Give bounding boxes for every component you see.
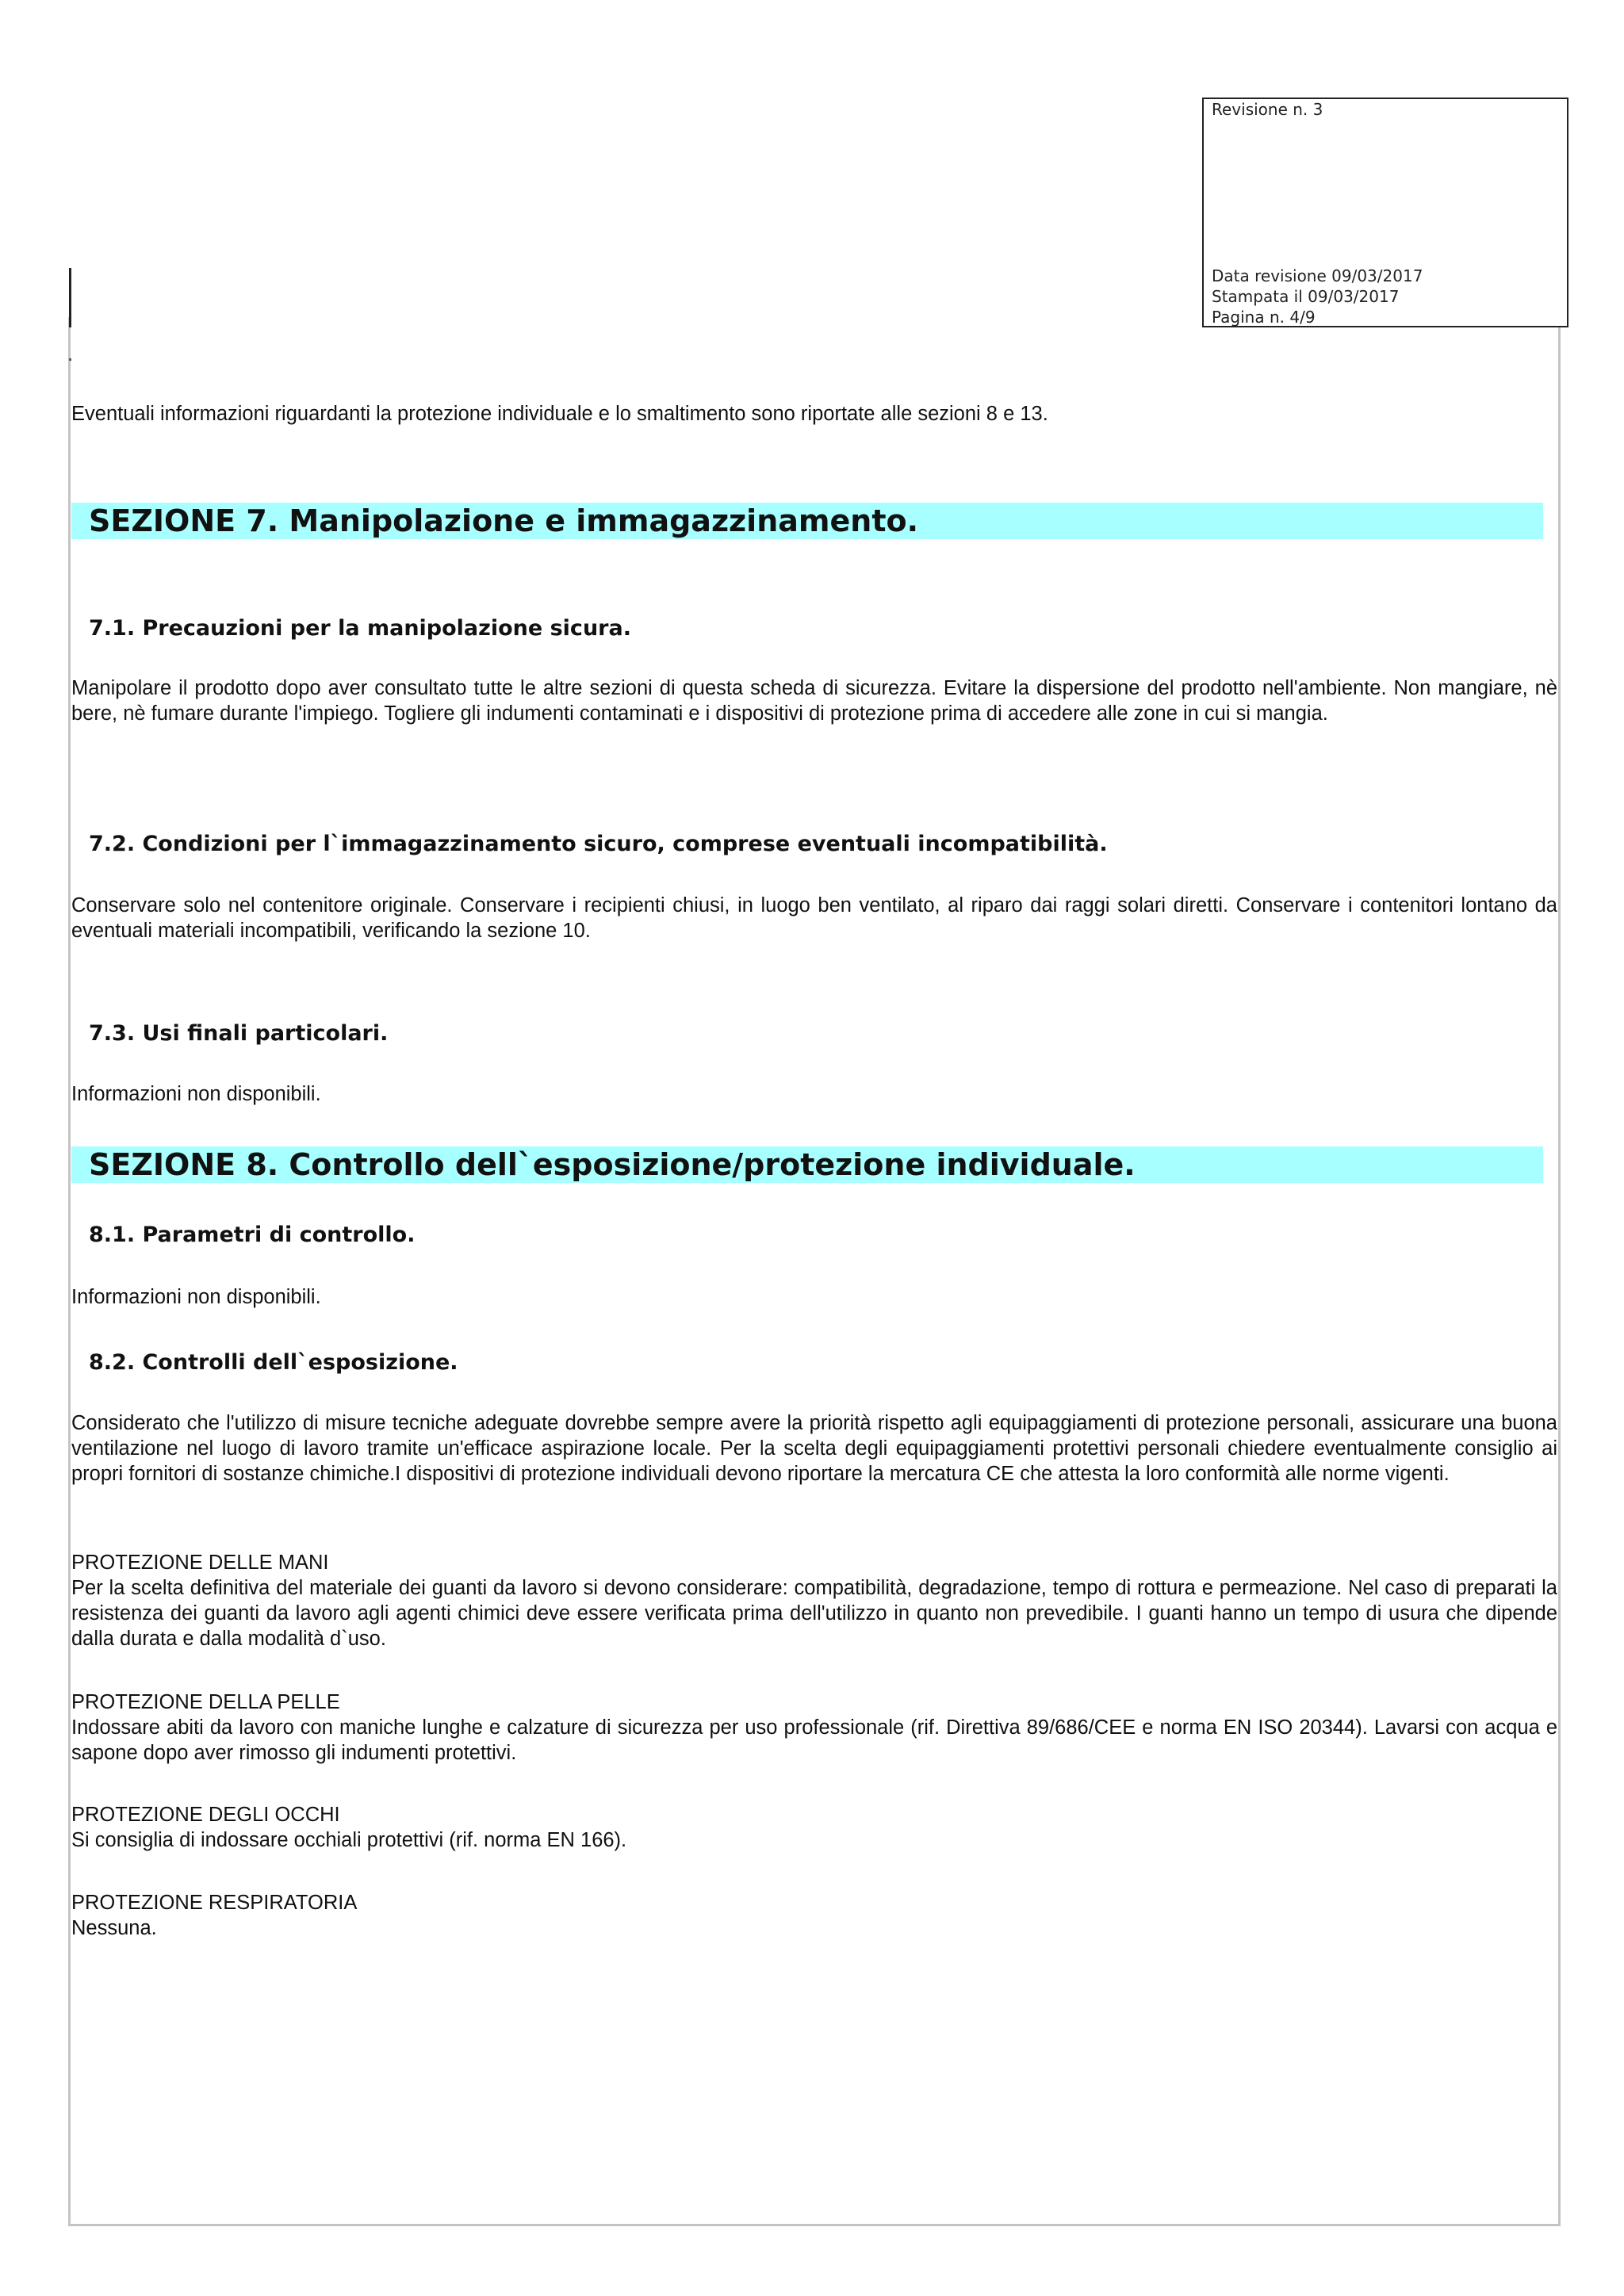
printed-date: Stampata il 09/03/2017 <box>1212 287 1400 306</box>
subsection-8-1-text: Informazioni non disponibili. <box>71 1286 321 1308</box>
intro-text: Eventuali informazioni riguardanti la protezione individuale e lo smaltimento sono riportate alle sezioni 8 e 13. <box>71 403 1048 425</box>
skin-protection-text: Indossare abiti da lavoro con maniche lunghe e calzature di sicurezza per uso professionale (rif. Direttiva 89/686/CEE e norma EN ISO 20344). Lavarsi con acqua e sapone dopo aver rimosso gli indumenti protettivi. <box>71 1716 1557 1764</box>
subsection-7-3-text: Informazioni non disponibili. <box>71 1083 321 1105</box>
eye-protection-title: PROTEZIONE DEGLI OCCHI <box>71 1804 340 1826</box>
subsection-8-2-title: 8.2. Controlli dell`esposizione. <box>89 1350 458 1375</box>
section-7-band <box>71 503 1543 539</box>
section-8-title: SEZIONE 8. Controllo dell`esposizione/protezione individuale. <box>89 1147 1136 1182</box>
respiratory-protection-title: PROTEZIONE RESPIRATORIA <box>71 1892 358 1914</box>
revision-number: Revisione n. 3 <box>1212 100 1323 119</box>
subsection-8-2-text: Considerato che l'utilizzo di misure tecniche adeguate dovrebbe sempre avere la priorità rispetto agli equipaggiamenti di protezione personali, assicurare una buona ventilazione nel luogo di lavoro tramite un'efficace aspirazione locale. Per la scelta degli equipaggiamenti protettivi personali chiedere eventualmente consiglio ai propri fornitori di sostanze chimiche.I dispositivi di protezione individuali devono riportare la mercatura CE che attesta la loro conformità alle norme vigenti. <box>71 1412 1557 1485</box>
subsection-7-2-title: 7.2. Condizioni per l`immagazzinamento sicuro, comprese eventuali incompatibilità. <box>89 832 1108 856</box>
hands-protection-title: PROTEZIONE DELLE MANI <box>71 1552 329 1574</box>
subsection-7-2-text: Conservare solo nel contenitore originale. Conservare i recipienti chiusi, in luogo ben ventilato, al riparo dai raggi solari diretti. Conservare i contenitori lontano da eventuali materiali incompatibili, verificando la sezione 10. <box>71 894 1557 942</box>
section-7-title: SEZIONE 7. Manipolazione e immagazzinamento. <box>89 503 919 538</box>
left-margin-mark <box>69 268 71 327</box>
section-8-band <box>71 1146 1543 1183</box>
skin-protection-title: PROTEZIONE DELLA PELLE <box>71 1691 340 1713</box>
subsection-7-1-title: 7.1. Precauzioni per la manipolazione sicura. <box>89 616 631 641</box>
revision-date: Data revisione 09/03/2017 <box>1212 266 1423 285</box>
eye-protection-text: Si consiglia di indossare occhiali protettivi (rif. norma EN 166). <box>71 1829 627 1851</box>
subsection-7-1-text: Manipolare il prodotto dopo aver consultato tutte le altre sezioni di questa scheda di sicurezza. Evitare la dispersione del prodotto nell'ambiente. Non mangiare, nè bere, nè fumare durante l'impiego. Togliere gli indumenti contaminati e i dispositivi di protezione prima di accedere alle zone in cui si mangia. <box>71 677 1557 725</box>
margin-dot <box>69 358 71 361</box>
subsection-7-3-title: 7.3. Usi finali particolari. <box>89 1021 389 1046</box>
subsection-8-1-title: 8.1. Parametri di controllo. <box>89 1223 416 1247</box>
respiratory-protection-text: Nessuna. <box>71 1917 157 1939</box>
revision-header-box <box>1202 98 1568 327</box>
page-number: Pagina n. 4/9 <box>1212 308 1316 327</box>
hands-protection-text: Per la scelta definitiva del materiale dei guanti da lavoro si devono considerare: compatibilità, degradazione, tempo di rottura e permeazione. Nel caso di preparati la resistenza dei guanti da lavoro agli agenti chimici deve essere verificata prima dell'utilizzo in quanto non prevedibile. I guanti hanno un tempo di usura che dipende dalla durata e dalla modalità d`uso. <box>71 1577 1557 1650</box>
